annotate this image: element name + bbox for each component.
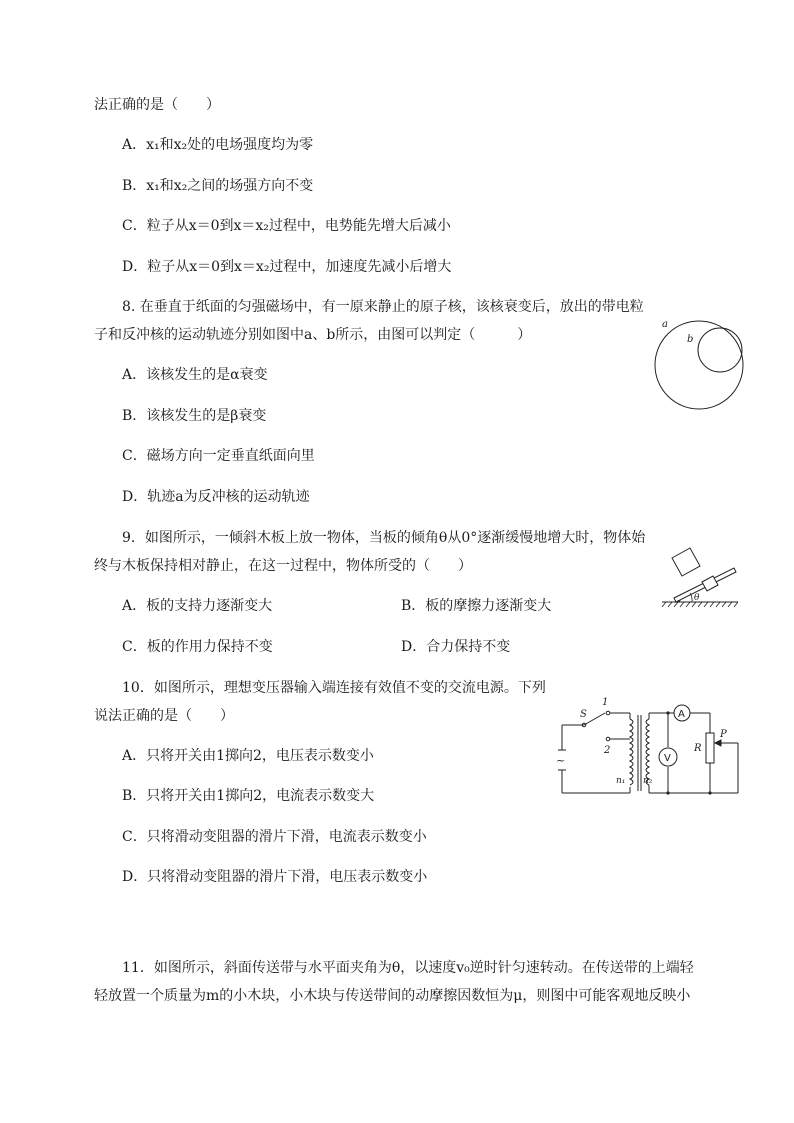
q9-option-c: C．板的作用力保持不变 — [122, 639, 273, 655]
q10-option-a: A．只将开关由1掷向2，电压表示数变小 — [122, 748, 374, 764]
n1-label: n₁ — [616, 776, 626, 786]
tap-2-label: 2 — [604, 745, 611, 756]
q9-figure-incline — [660, 540, 740, 610]
label-b: b — [687, 334, 694, 345]
q8-stem-line1: 8. 在垂直于纸面的匀强磁场中，有一原来静止的原子核，该核衰变后，放出的带电粒 — [122, 299, 644, 315]
q8-option-b: B．该核发生的是β衰变 — [122, 408, 267, 424]
q7-option-d: D．粒子从x＝0到x＝x₂过程中，加速度先减小后增大 — [122, 259, 452, 275]
q10-figure-transformer-circuit — [550, 695, 750, 805]
q7-stem-tail: 法正确的是（ ） — [94, 97, 220, 113]
label-a: a — [662, 319, 668, 330]
q10-stem-line2: 说法正确的是（ ） — [94, 708, 234, 724]
q8-option-a: A．该核发生的是α衰变 — [122, 367, 268, 383]
n2-label: n₂ — [643, 776, 653, 786]
q7-option-a: A．x₁和x₂处的电场强度均为零 — [122, 137, 314, 153]
q11-stem-line1: 11．如图所示，斜面传送带与水平面夹角为θ，以速度v₀逆时针匀速转动。在传送带的上端轻 — [122, 960, 694, 976]
q10-option-d: D．只将滑动变阻器的滑片下滑，电压表示数变小 — [122, 869, 428, 885]
q9-option-d: D．合力保持不变 — [401, 639, 511, 655]
ac-source-symbol: ~ — [556, 754, 566, 767]
q9-option-a: A．板的支持力逐渐变大 — [122, 598, 273, 614]
q9-stem-line2: 终与木板保持相对静止，在这一过程中，物体所受的（ ） — [94, 558, 472, 574]
q8-option-c: C．磁场方向一定垂直纸面向里 — [122, 448, 315, 464]
q10-option-c: C．只将滑动变阻器的滑片下滑，电流表示数变小 — [122, 829, 427, 845]
switch-label: S — [580, 709, 587, 720]
q8-stem-line2: 子和反冲核的运动轨迹分别如图中a、b所示，由图可以判定（ ） — [94, 327, 532, 343]
q10-stem-line1: 10．如图所示，理想变压器输入端连接有效值不变的交流电源。下列 — [122, 680, 546, 696]
q7-option-b: B．x₁和x₂之间的场强方向不变 — [122, 178, 314, 194]
q8-figure-trajectories — [650, 315, 750, 410]
angle-theta-label: θ — [694, 593, 700, 603]
q10-option-b: B．只将开关由1掷向2，电流表示数变大 — [122, 788, 375, 804]
resistor-label: R — [694, 743, 702, 754]
q8-option-d: D．轨迹a为反冲核的运动轨迹 — [122, 489, 310, 505]
front-block — [672, 548, 700, 576]
q9-option-b: B．板的摩擦力逐渐变大 — [401, 598, 552, 614]
q9-stem-line1: 9．如图所示，一倾斜木板上放一物体，当板的倾角θ从0°逐渐缓慢地增大时，物体始 — [122, 530, 646, 546]
trajectory-b-circle — [698, 328, 742, 372]
tap-1-label: 1 — [602, 697, 609, 708]
trajectory-a-circle — [655, 321, 743, 409]
slider-label: P — [720, 729, 727, 740]
q11-stem-line2: 轻放置一个质量为m的小木块，小木块与传送带间的动摩擦因数恒为μ，则图中可能客观地反映小 — [94, 988, 691, 1004]
ammeter-label: A — [678, 709, 685, 720]
voltmeter-label: V — [664, 753, 671, 764]
q7-option-c: C．粒子从x＝0到x＝x₂过程中，电势能先增大后减小 — [122, 218, 451, 234]
